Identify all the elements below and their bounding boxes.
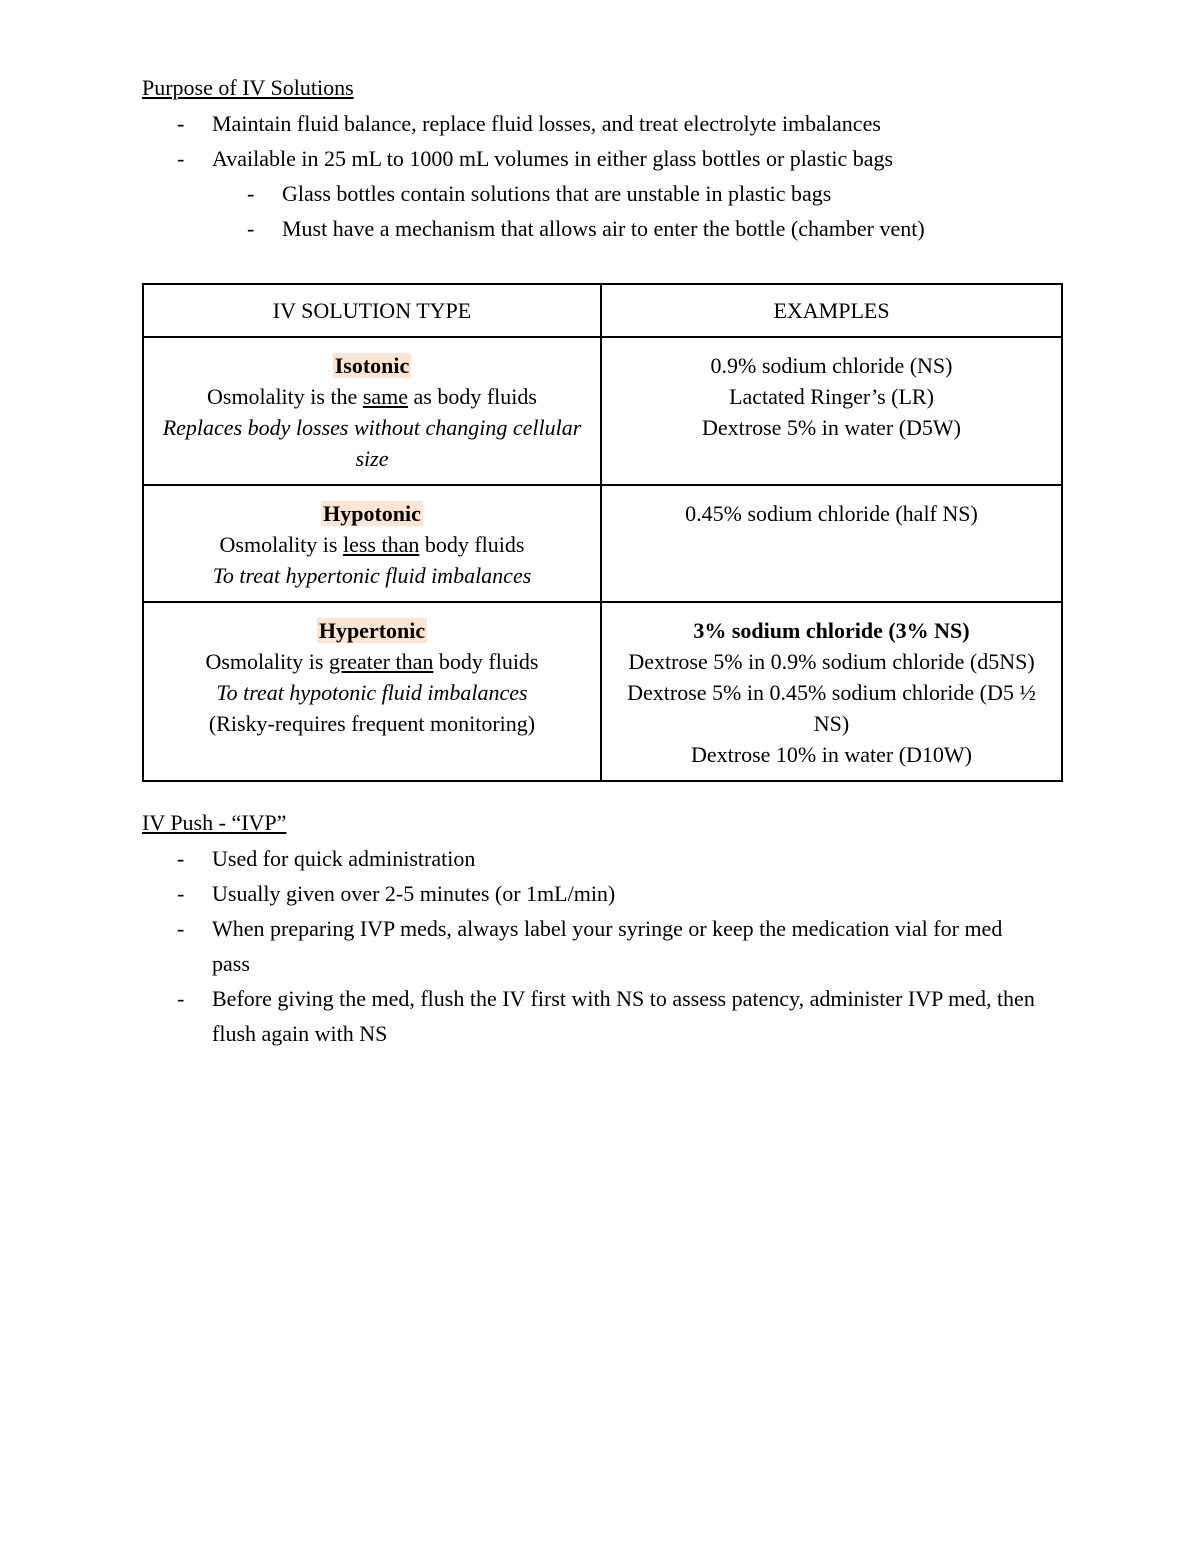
example-item: Dextrose 5% in water (D5W) <box>701 415 961 440</box>
example-item: 0.45% sodium chloride (half NS) <box>685 501 978 526</box>
sub-list-item: - Must have a mechanism that allows air to enter the bottle (chamber vent) <box>142 211 925 246</box>
solution-type-label: Isotonic <box>334 353 410 378</box>
solution-type-cell <box>143 485 601 602</box>
purpose-list <box>142 106 925 246</box>
solution-type-label: Hypotonic <box>323 501 421 526</box>
list-item: - Usually given over 2-5 minutes (or 1mL/min) <box>142 876 1042 911</box>
example-item: Lactated Ringer’s (LR) <box>729 384 934 409</box>
examples-cell <box>601 485 1062 602</box>
table-row <box>143 337 1062 485</box>
list-item: - When preparing IVP meds, always label your syringe or keep the medication vial for med pass <box>142 911 1042 981</box>
example-item: 0.9% sodium chloride (NS) <box>710 353 953 378</box>
table-row <box>143 485 1062 602</box>
iv-push-list <box>142 841 1042 1051</box>
list-item: - Available in 25 mL to 1000 mL volumes in either glass bottles or plastic bags <box>142 141 925 176</box>
osmolality-text: Osmolality is less than body fluids <box>219 532 525 557</box>
column-header-type: IV SOLUTION TYPE <box>143 284 601 337</box>
purpose-text: To treat hypertonic fluid imbalances <box>212 563 532 588</box>
example-item: Dextrose 5% in 0.9% sodium chloride (d5NS) <box>628 649 1035 674</box>
note-text: (Risky-requires frequent monitoring) <box>208 711 536 736</box>
examples-cell <box>601 602 1062 781</box>
list-item: - Before giving the med, flush the IV first with NS to assess patency, administer IVP med, then flush again with NS <box>142 981 1042 1051</box>
purpose-text: Replaces body losses without changing cellular size <box>162 415 582 471</box>
purpose-text: To treat hypotonic fluid imbalances <box>216 680 528 705</box>
iv-solution-table <box>142 283 1063 782</box>
sub-list-item: - Glass bottles contain solutions that are unstable in plastic bags <box>142 176 925 211</box>
section-heading-purpose: Purpose of IV Solutions <box>142 75 354 100</box>
osmolality-text: Osmolality is greater than body fluids <box>205 649 539 674</box>
table-row <box>143 602 1062 781</box>
solution-type-cell <box>143 337 601 485</box>
examples-cell <box>601 337 1062 485</box>
example-item: Dextrose 5% in 0.45% sodium chloride (D5 ½ NS) <box>627 680 1036 736</box>
example-item: Dextrose 10% in water (D10W) <box>690 742 972 767</box>
solution-type-cell <box>143 602 601 781</box>
column-header-examples: EXAMPLES <box>601 284 1062 337</box>
example-item-bold: 3% sodium chloride (3% NS) <box>693 618 970 643</box>
list-item: - Maintain fluid balance, replace fluid losses, and treat electrolyte imbalances <box>142 106 925 141</box>
osmolality-text: Osmolality is the same as body fluids <box>207 384 537 409</box>
solution-type-label: Hypertonic <box>318 618 426 643</box>
table-header-row <box>143 284 1062 337</box>
section-heading-iv-push: IV Push - “IVP” <box>142 810 287 835</box>
list-item: - Used for quick administration <box>142 841 1042 876</box>
